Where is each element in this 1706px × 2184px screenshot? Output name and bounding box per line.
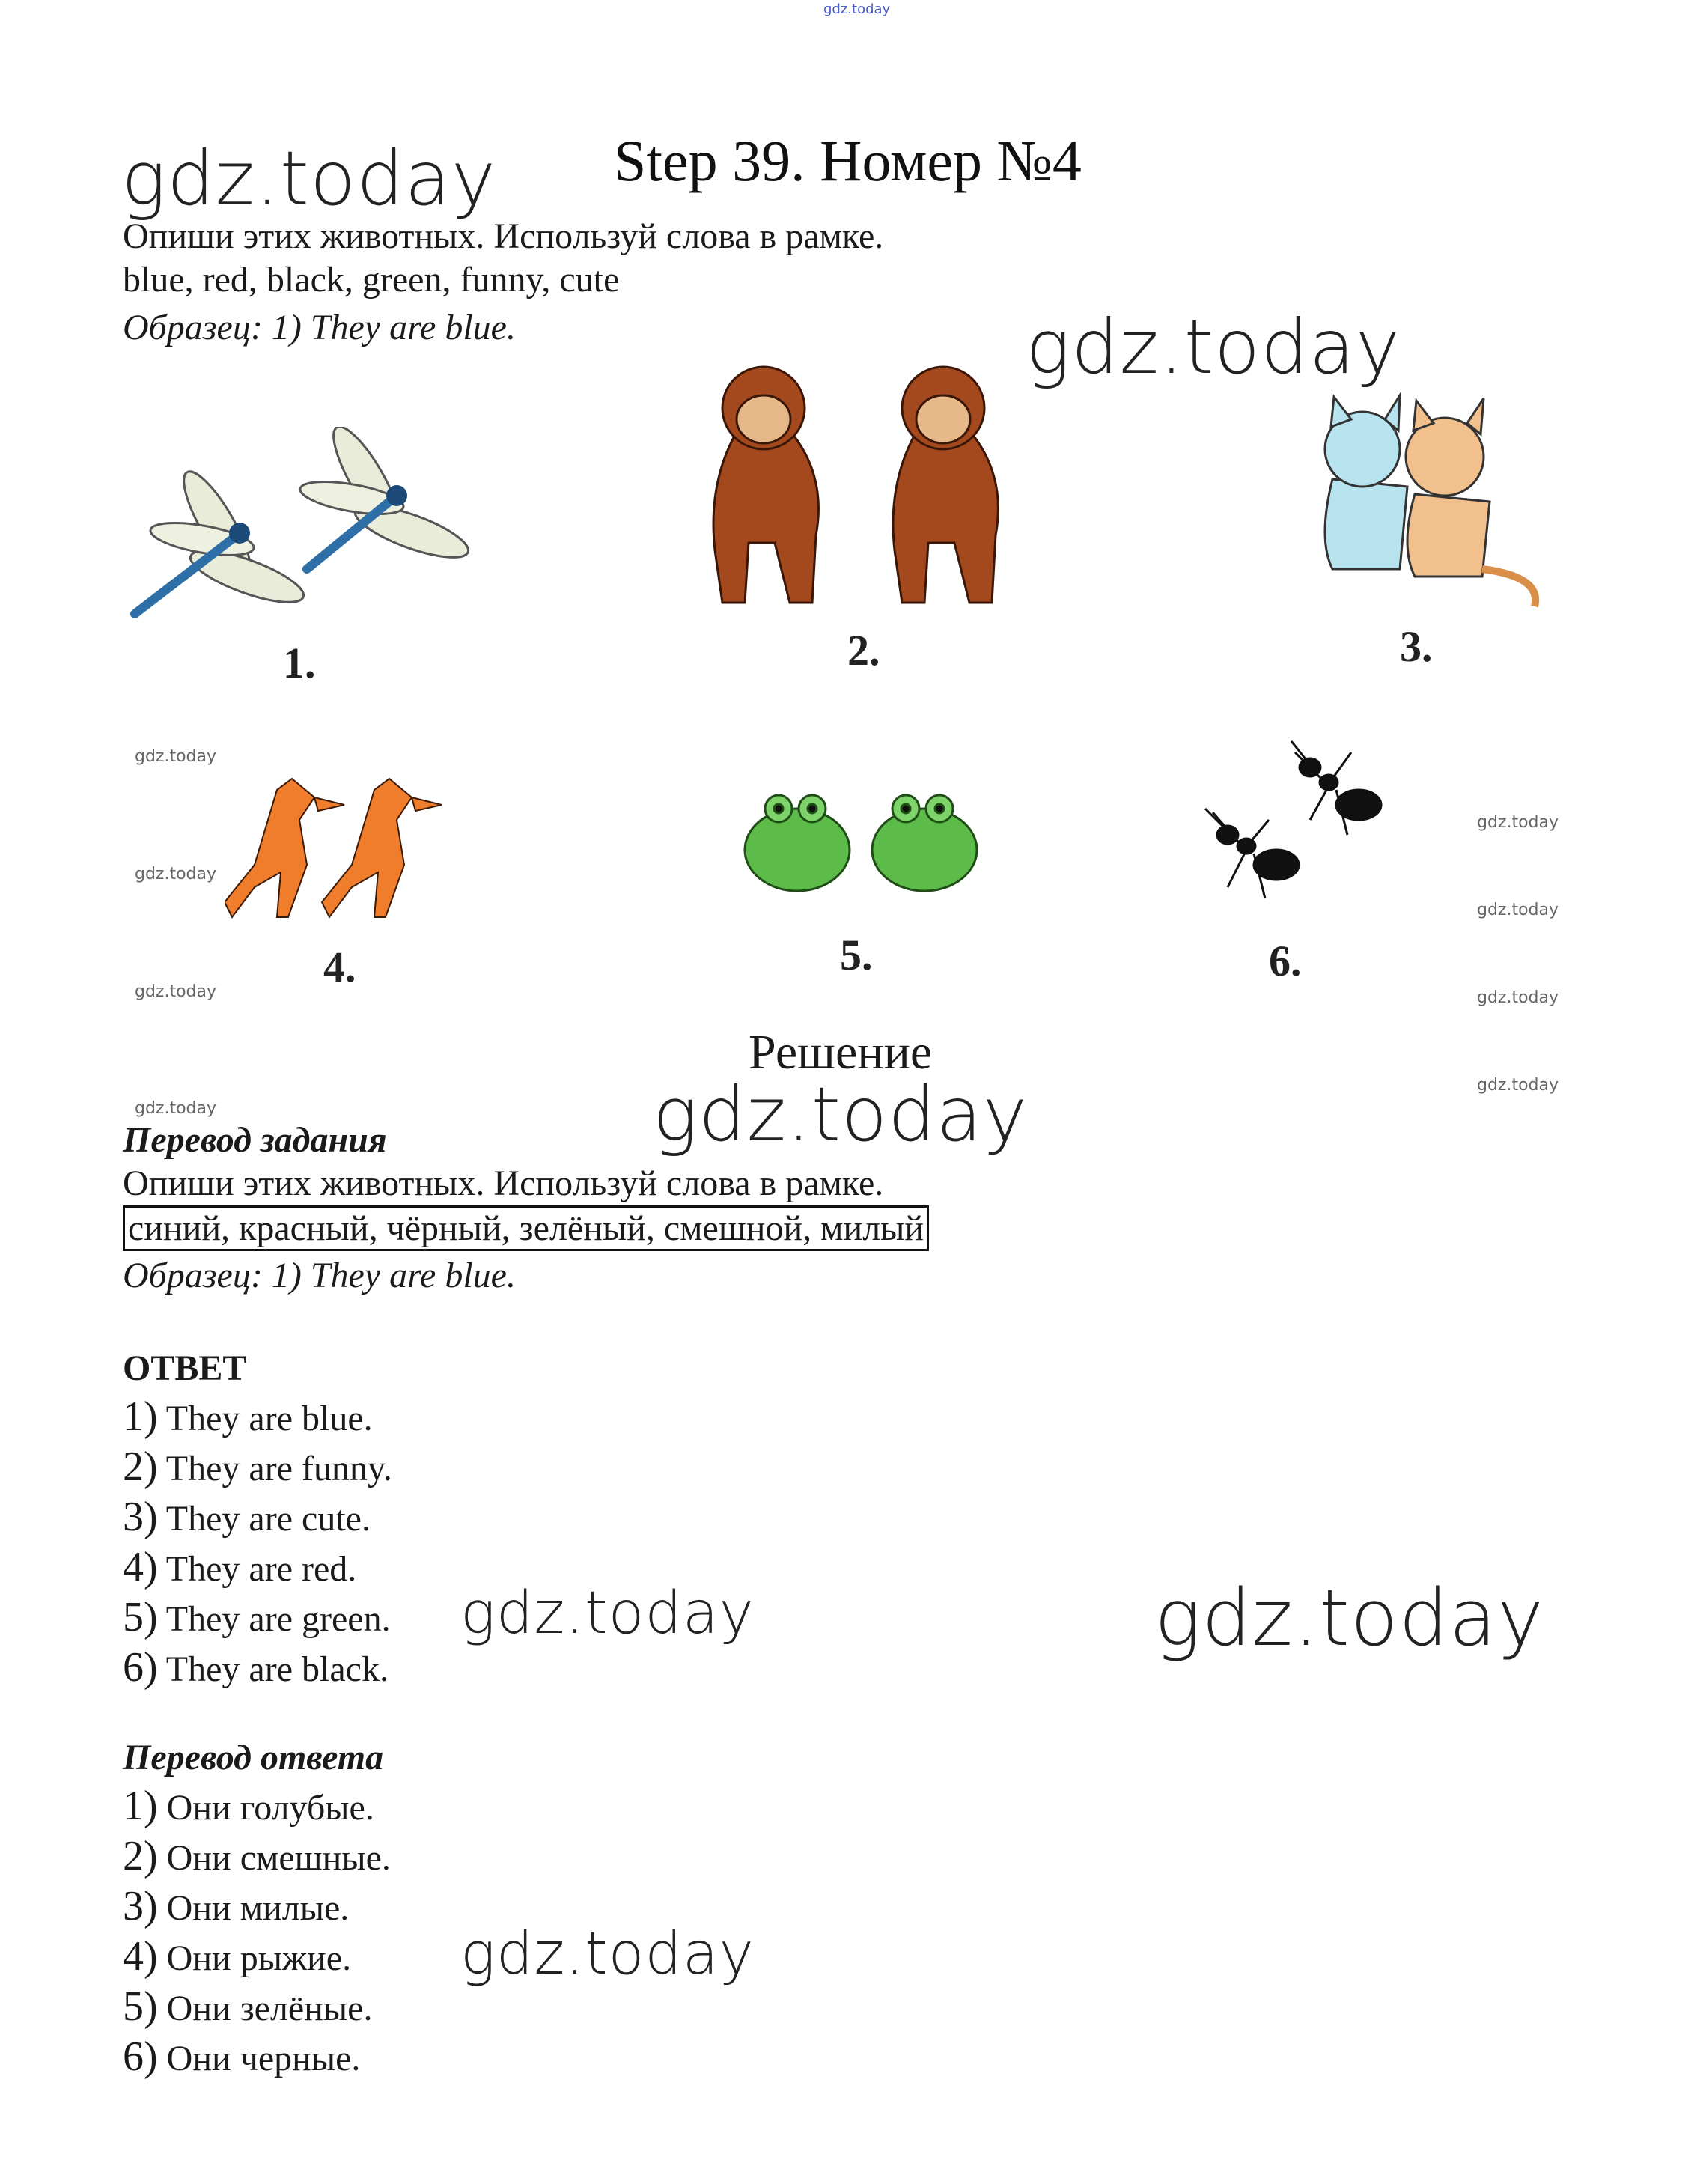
answer-heading: ОТВЕТ xyxy=(123,1348,247,1388)
picture-number: 4. xyxy=(323,943,356,991)
task-example: Образец: 1) They are blue. xyxy=(123,308,516,347)
translation-heading: Перевод задания xyxy=(123,1120,387,1160)
answer-translation-item: 2) Они смешные. xyxy=(123,1833,391,1879)
watermark-large: gdz.today xyxy=(1154,1572,1544,1664)
answer-item: 2) They are funny. xyxy=(123,1444,392,1490)
translation-example: Образец: 1) They are blue. xyxy=(123,1256,516,1295)
watermark-large: gdz.today xyxy=(1026,303,1401,391)
answer-translation-heading: Перевод ответа xyxy=(123,1738,384,1777)
picture-number: 1. xyxy=(283,639,316,687)
picture-number: 6. xyxy=(1269,937,1302,985)
answer-translation-item: 1) Они голубые. xyxy=(123,1783,374,1829)
dragonflies-icon xyxy=(127,427,487,636)
frogs-icon xyxy=(737,779,984,906)
watermark-small: gdz.today xyxy=(135,982,217,1001)
translation-instruction: Опиши этих животных. Используй слова в рамке. xyxy=(123,1164,884,1203)
picture-number: 5. xyxy=(840,931,873,979)
watermark-top: gdz.today xyxy=(823,1,891,17)
answer-item: 1) They are blue. xyxy=(123,1393,373,1440)
page-title: Step 39. Номер №4 xyxy=(614,128,1082,193)
watermark-large: gdz.today xyxy=(121,135,497,222)
answer-translation-item: 4) Они рыжие. xyxy=(123,1933,352,1980)
watermark-large: gdz.today xyxy=(460,1920,755,1988)
kittens-icon xyxy=(1288,389,1565,614)
task-words: blue, red, black, green, funny, cute xyxy=(123,260,620,299)
watermark-small: gdz.today xyxy=(1477,813,1559,832)
picture-number: 3. xyxy=(1400,622,1433,671)
answer-translation-item: 5) Они зелёные. xyxy=(123,1983,373,2030)
watermark-small: gdz.today xyxy=(1477,988,1559,1007)
ants-icon xyxy=(1198,737,1400,917)
answer-item: 3) They are cute. xyxy=(123,1494,371,1540)
watermark-small: gdz.today xyxy=(135,747,217,766)
watermark-small: gdz.today xyxy=(1477,1076,1559,1095)
watermark-small: gdz.today xyxy=(135,865,217,883)
watermark-small: gdz.today xyxy=(1477,901,1559,919)
watermark-small: gdz.today xyxy=(135,1099,217,1118)
watermark-large: gdz.today xyxy=(460,1580,755,1647)
picture-number: 2. xyxy=(847,626,880,675)
task-instruction: Опиши этих животных. Используй слова в рамке. xyxy=(123,216,884,256)
answer-item: 5) They are green. xyxy=(123,1594,391,1640)
watermark-large: gdz.today xyxy=(653,1071,1029,1158)
answer-translation-item: 6) Они черные. xyxy=(123,2034,361,2080)
answer-item: 4) They are red. xyxy=(123,1544,357,1590)
answer-item: 6) They are black. xyxy=(123,1644,389,1691)
monkeys-icon xyxy=(692,363,1059,610)
answer-translation-item: 3) Они милые. xyxy=(123,1883,350,1929)
foxes-icon xyxy=(225,775,479,925)
solution-heading: Решение xyxy=(749,1025,933,1080)
words-box: синий, красный, чёрный, зелёный, смешной, милый xyxy=(123,1205,929,1251)
